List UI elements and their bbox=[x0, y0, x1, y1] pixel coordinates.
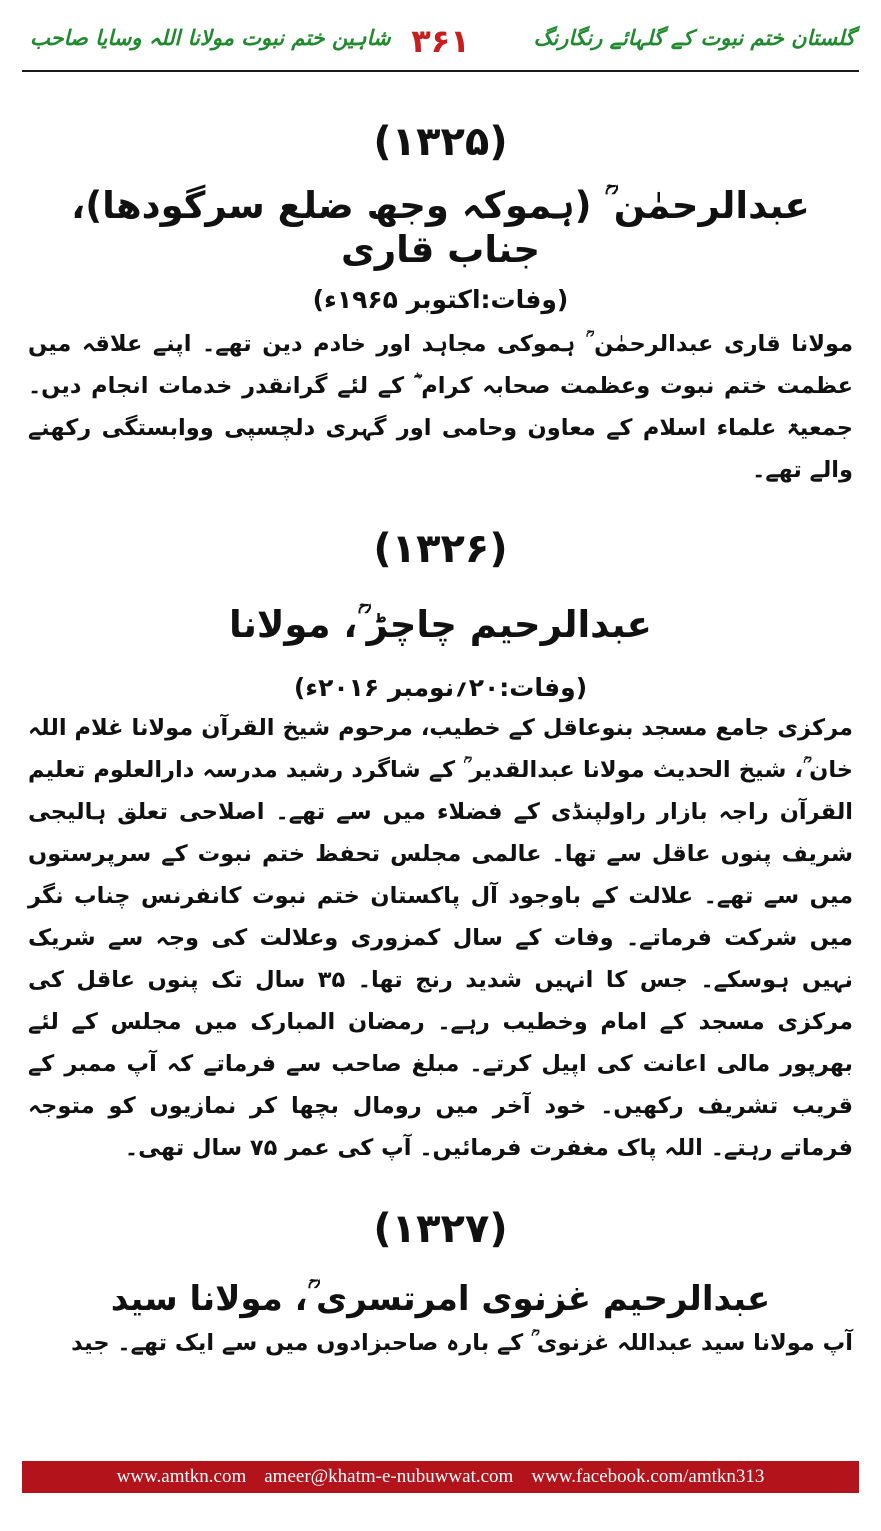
entry-body: مولانا قاری عبدالرحمٰن ؒ ہموکی مجاہد اور خادم دین تھے۔ اپنے علاقہ میں عظمت ختم نبوت وعظمت صحابہ کرام ؓ کے لئے گرانقدر خدمات انجام دیں۔ جمعیۃ علماء اسلام کے معاون وحامی اور گہری دلچسپی ووابستگی رکھنے والے تھے۔ bbox=[28, 330, 853, 483]
entry-title: عبدالرحیم غزنوی امرتسری ؒ، مولانا سید bbox=[110, 1279, 771, 1320]
page-footer bbox=[22, 1461, 859, 1493]
header-book-title: گلستان ختم نبوت کے گلہائے رنگارنگ bbox=[533, 26, 855, 50]
facebook-link[interactable]: www.facebook.com/amtkn313 bbox=[531, 1466, 765, 1487]
death-date: (وفات:اکتوبر ۱۹۶۵ء) bbox=[312, 284, 569, 314]
email-link[interactable]: ameer@khatm-e-nubuwwat.com bbox=[264, 1466, 514, 1487]
page-header bbox=[22, 22, 859, 72]
entry-number: (۱۳۲۵) bbox=[373, 119, 508, 165]
entry-1326 bbox=[22, 525, 859, 1169]
entry-1327 bbox=[22, 1206, 859, 1364]
death-date: (وفات:۲۰؍نومبر ۲۰۱۶ء) bbox=[293, 673, 588, 703]
entry-body: مرکزی جامع مسجد بنوعاقل کے خطیب، مرحوم شیخ القرآن مولانا غلام اللہ خان ؒ، شیخ الحدیث مولانا عبدالقدیر ؒ کے شاگرد رشید مدرسہ دارالعلوم تعلیم القرآن راجہ بازار راولپنڈی کے فضلاء میں سے تھے۔ اصلاحی تعلق ہالیجی شریف پنوں عاقل سے تھا۔ عالمی مجلس تحفظ ختم نبوت کے سرپرستوں میں سے تھے۔ علالت کے باوجود آل پاکستان ختم نبوت کانفرنس چناب نگر میں شرکت فرماتے۔ وفات کے سال کمزوری وعلالت کی وجہ سے شریک نہیں ہوسکے۔ جس کا انہیں شدید رنج تھا۔ ۳۵ سال تک پنوں عاقل کی مرکزی مسجد کے امام وخطیب رہے۔ رمضان المبارک میں مجلس کے لئے بھرپور مالی اعانت کی اپیل کرتے۔ مبلغ صاحب سے فرماتے کہ آپ ممبر کے قریب تشریف رکھیں۔ خود آخر میں رومال بچھا کر نمازیوں کو متوجہ فرماتے رہتے۔ اللہ پاک مغفرت فرمائیں۔ آپ کی عمر ۷۵ سال تھی۔ bbox=[28, 715, 853, 1162]
entry-title: عبدالرحمٰن ؒ (ہموکہ وجھ ضلع سرگودھا)، جناب قاری bbox=[71, 184, 810, 272]
website-link[interactable]: www.amtkn.com bbox=[116, 1466, 247, 1487]
header-author: شاہین ختم نبوت مولانا اللہ وسایا صاحب bbox=[30, 26, 391, 50]
entry-1325 bbox=[22, 119, 859, 491]
entry-body: آپ مولانا سید عبداللہ غزنوی ؒ کے بارہ صاحبزادوں میں سے ایک تھے۔ جید bbox=[71, 1329, 853, 1356]
entry-title: عبدالرحیم چاچڑ ؒ، مولانا bbox=[229, 602, 652, 646]
page-content bbox=[22, 78, 859, 1364]
entry-number: (۱۳۲۶) bbox=[373, 525, 508, 572]
entry-number: (۱۳۲۷) bbox=[373, 1206, 508, 1253]
page-number: ۳۶۱ bbox=[411, 22, 470, 60]
